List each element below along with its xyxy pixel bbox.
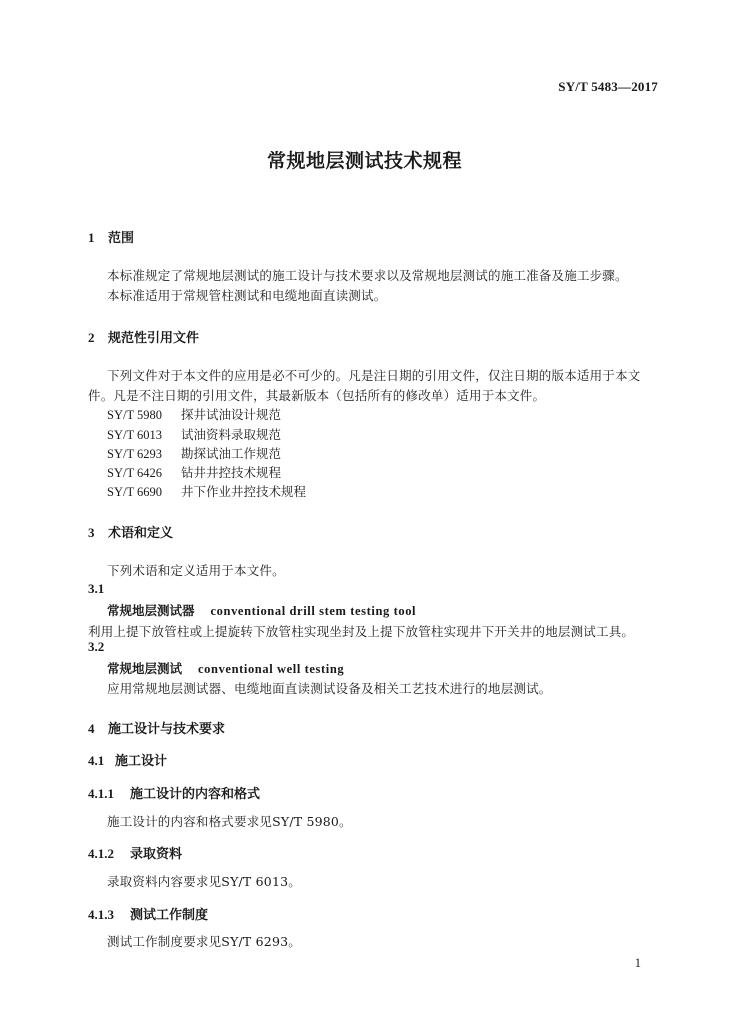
subsection-heading [88,750,167,769]
clause-number: 4.1.3 [88,907,114,922]
reference-item [107,405,281,425]
standard-code: SY/T 5483—2017 [558,79,658,94]
section-title: 规范性引用文件 [108,331,200,346]
clause-number: 4.1.1 [88,786,114,801]
section-4-heading [88,718,225,737]
clause-title: 录取资料 [130,847,183,862]
reference-code: SY/T 6690 [107,485,162,499]
reference-code: SY/T 6013 [107,428,162,442]
term-en: conventional drill stem testing tool [210,604,417,618]
reference-item [107,444,281,464]
term-definition: 利用上提下放管柱或上提旋转下放管柱实现坐封及上提下放管柱实现井下开关井的地层测试工具。 [88,624,635,639]
reference-title: 井下作业井控技术规程 [181,484,307,499]
paragraph: 下列术语和定义适用于本文件。 [107,563,285,578]
clause-heading [88,843,182,862]
term-zh: 常规地层测试器 [107,603,195,618]
section-3-heading [88,522,173,541]
reference-code: SY/T 6426 [107,466,162,480]
reference-item [107,463,281,483]
term-number: 3.2 [88,639,105,654]
reference-title: 探井试油设计规范 [181,407,282,422]
clause-heading [88,904,208,923]
subsection-title: 施工设计 [115,754,168,769]
term-en: conventional well testing [198,662,345,676]
reference-item [107,482,306,502]
section-number: 2 [88,330,95,345]
paragraph: 本标准规定了常规地层测试的施工设计与技术要求以及常规地层测试的施工准备及施工步骤。 [107,268,628,283]
section-number: 3 [88,525,95,540]
section-number: 1 [88,230,95,245]
section-number: 4 [88,721,95,736]
section-title: 施工设计与技术要求 [108,722,226,737]
paragraph: 下列文件对于本文件的应用是必不可少的。凡是注日期的引用文件，仅注日期的版本适用于本文件。凡是不注日期的引用文件，其最新版本（包括所有的修改单）适用于本文件。 [88,368,641,403]
subsection-number: 4.1 [88,753,105,768]
paragraph: 录取资料内容要求见SY/T 6013。 [107,874,301,889]
paragraph: 本标准适用于常规管柱测试和电缆地面直读测试。 [107,288,387,303]
reference-code: SY/T 6293 [107,447,162,461]
reference-title: 试油资料录取规范 [181,427,282,442]
document-title: 常规地层测试技术规程 [266,150,462,172]
reference-item [107,425,281,445]
term-definition: 应用常规地层测试器、电缆地面直读测试设备及相关工艺技术进行的地层测试。 [107,681,552,696]
term-number: 3.1 [88,581,105,596]
paragraph: 测试工作制度要求见SY/T 6293。 [107,934,301,949]
section-1-heading [88,227,134,246]
reference-title: 勘探试油工作规范 [181,446,282,461]
reference-title: 钻井井控技术规程 [181,465,282,480]
clause-title: 测试工作制度 [130,908,209,923]
reference-code: SY/T 5980 [107,408,162,422]
section-title: 术语和定义 [108,526,174,541]
page-number: 1 [634,956,641,970]
clause-heading [88,783,260,802]
section-2-heading [88,327,199,346]
clause-number: 4.1.2 [88,846,114,861]
section-title: 范围 [108,231,135,246]
paragraph: 施工设计的内容和格式要求见SY/T 5980。 [107,814,352,829]
term-heading [107,659,344,677]
term-zh: 常规地层测试 [107,661,183,676]
term-heading [107,601,416,619]
clause-title: 施工设计的内容和格式 [130,787,261,802]
